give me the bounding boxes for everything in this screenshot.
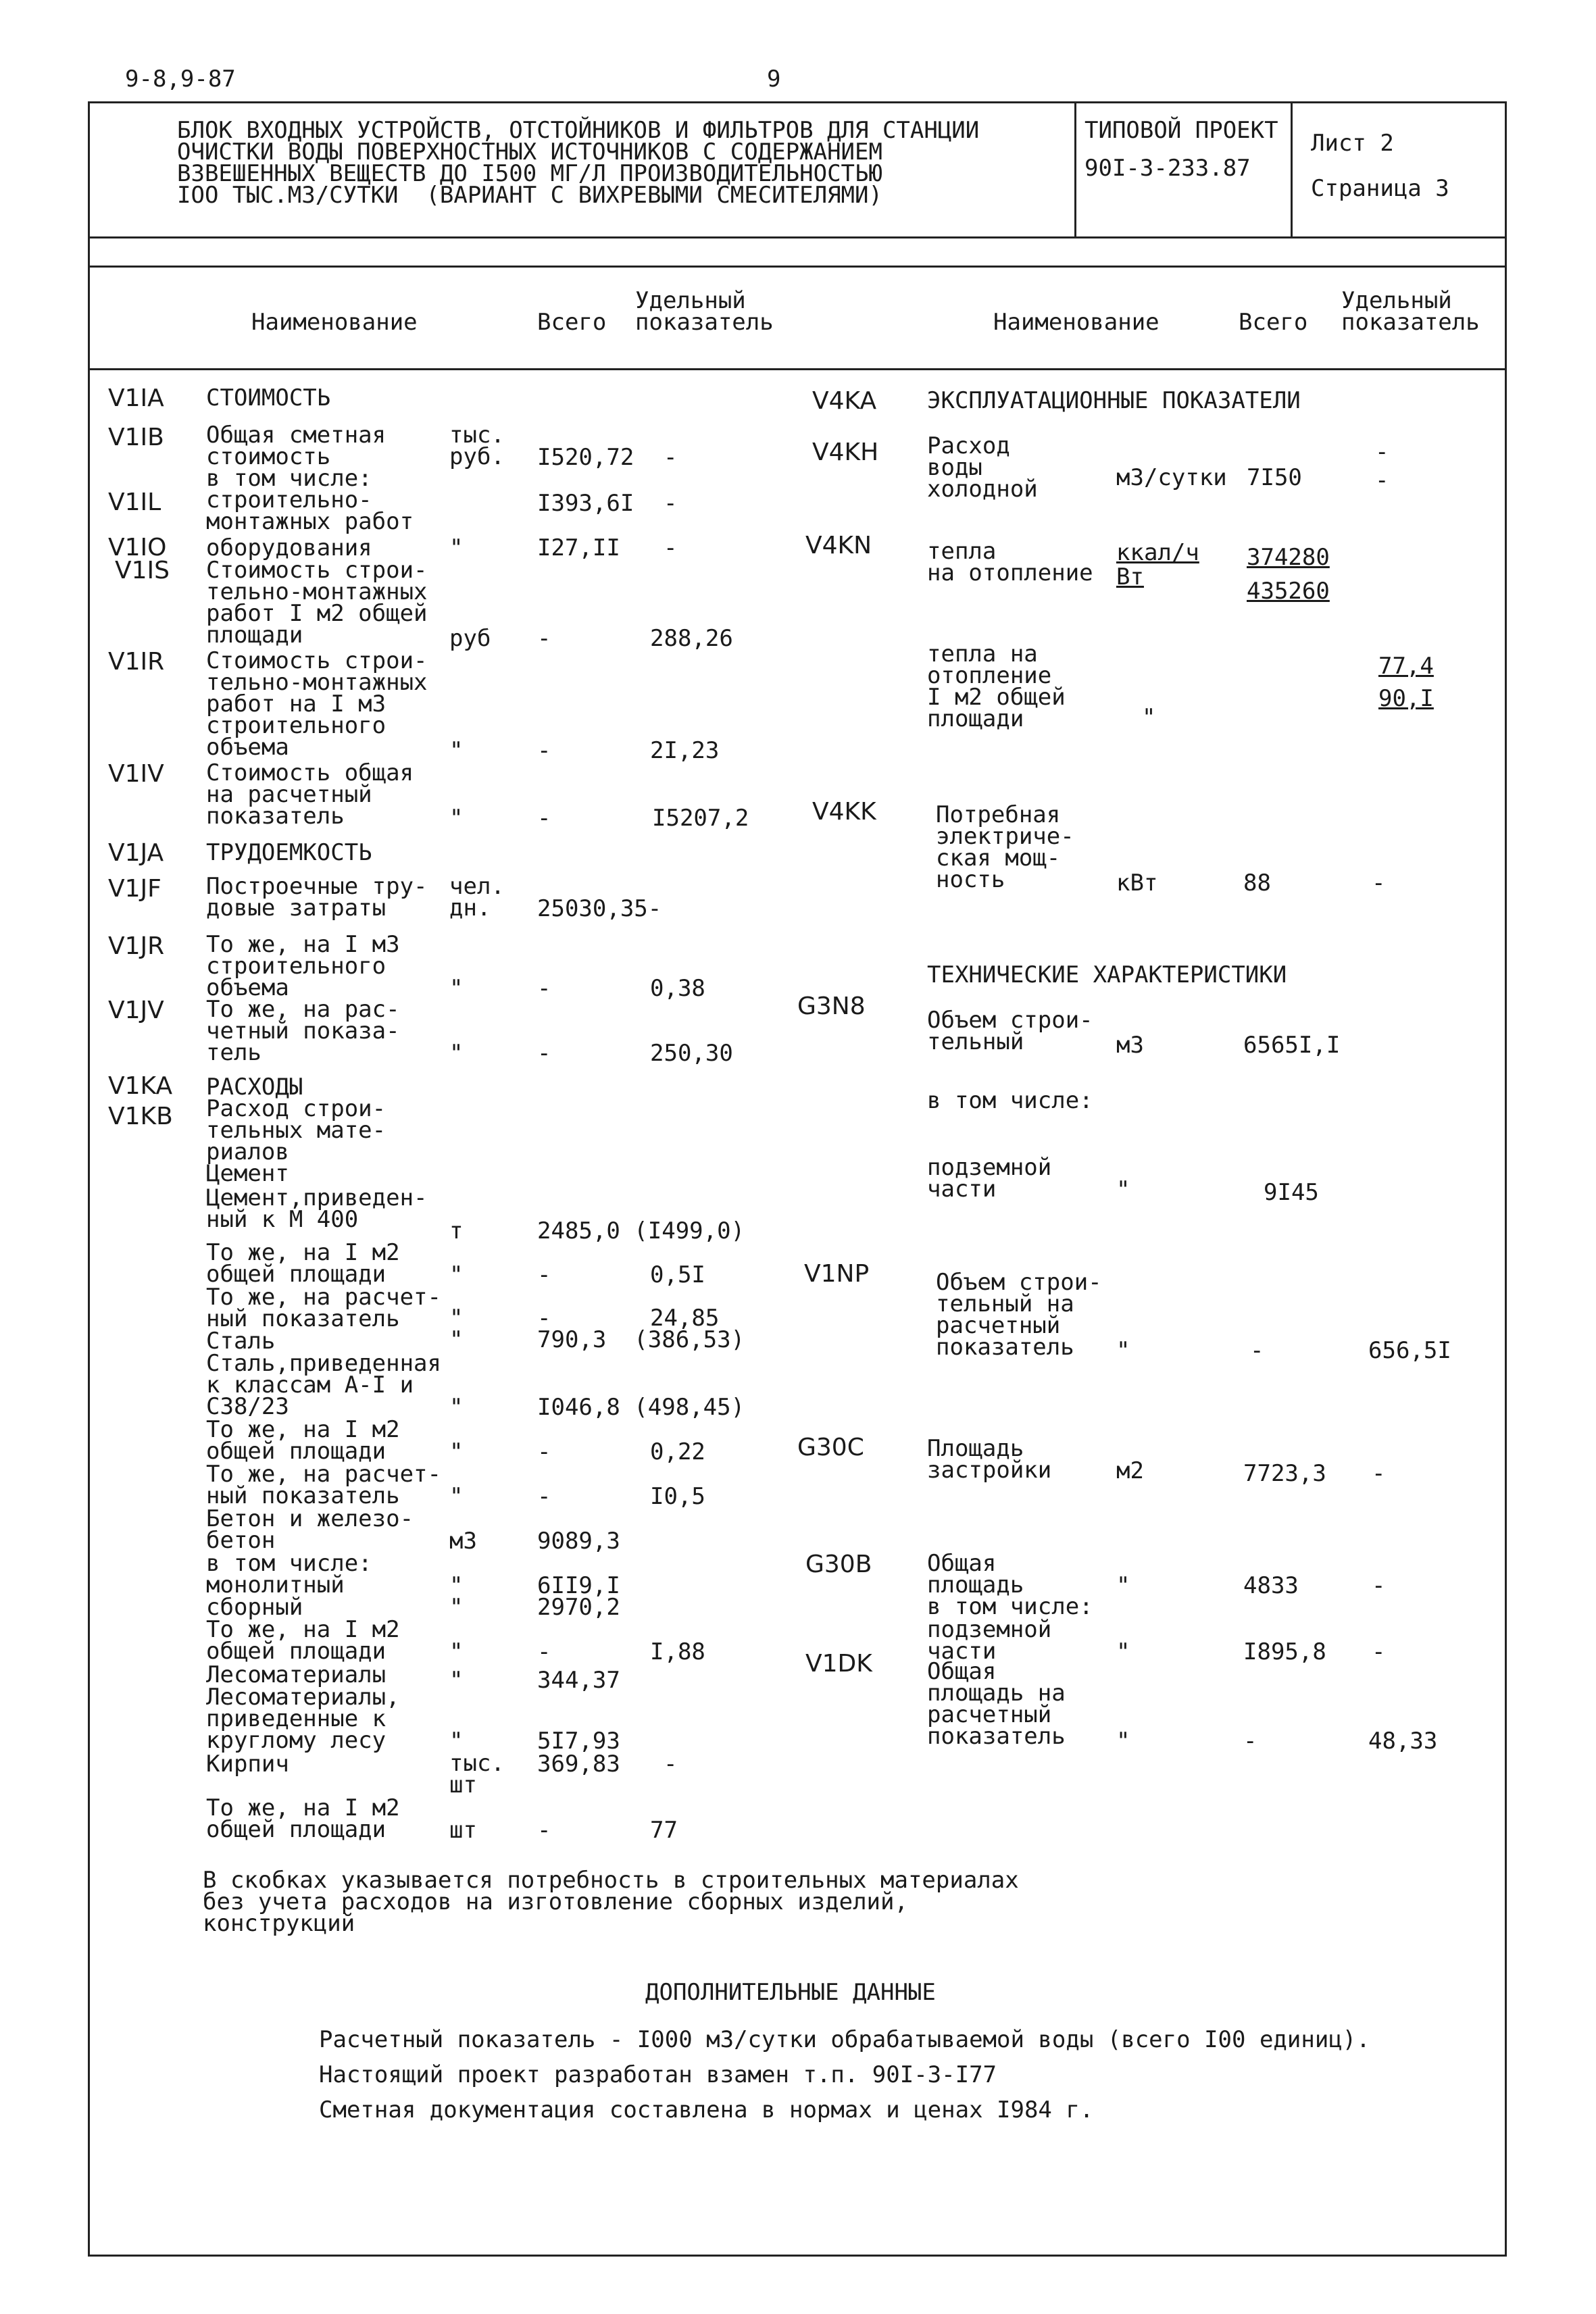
section-heading: ТЕХНИЧЕСКИЕ ХАРАКТЕРИСТИКИ <box>927 961 1287 988</box>
row-specific: - <box>664 534 678 561</box>
code-label: V4KH <box>812 438 879 466</box>
row-unit: руб <box>449 625 491 652</box>
row-name: Кирпич <box>206 1751 289 1778</box>
title-line-2: ОЧИСТКИ ВОДЫ ПОВЕРХНОСТНЫХ ИСТОЧНИКОВ С СОДЕРЖАНИЕМ <box>177 139 882 166</box>
section-heading: ЭКСПЛУАТАЦИОННЫЕ ПОКАЗАТЕЛИ <box>927 387 1301 414</box>
row-total: - <box>537 737 551 764</box>
title-line-1: БЛОК ВХОДНЫХ УСТРОЙСТВ, ОТСТОЙНИКОВ И ФИЛЬТРОВ ДЛЯ СТАНЦИИ <box>177 117 980 144</box>
row-name: Стоимость общая на расчетный показатель <box>206 759 414 830</box>
row-total: I27,II <box>537 534 620 561</box>
project-label: ТИПОВОЙ ПРОЕКТ <box>1084 117 1278 144</box>
row-specific: - <box>1372 870 1386 897</box>
code-label: G3N8 <box>797 992 866 1020</box>
row-specific: I0,5 <box>650 1483 705 1510</box>
row-unit: " <box>449 1638 464 1665</box>
code-label: V1IO <box>108 534 167 561</box>
row-unit: чел. дн. <box>449 873 505 922</box>
row-specific: 656,5I <box>1368 1337 1451 1364</box>
page-label: Страница 3 <box>1311 175 1449 202</box>
row-specific: 2I,23 <box>650 737 720 764</box>
row-specific: - <box>664 490 678 517</box>
row-specific: 0,5I <box>650 1261 705 1288</box>
header-left-name: Наименование <box>251 309 418 336</box>
code-label: V1JV <box>108 997 164 1024</box>
row-total: 7723,3 <box>1243 1460 1326 1487</box>
header-right-specific-2: показатель <box>1341 309 1480 336</box>
row-total: - <box>537 625 551 652</box>
footnote-line: без учета расходов на изготовление сборных изделий, <box>203 1888 908 1915</box>
row-name: Лесоматериалы <box>206 1661 386 1688</box>
row-unit: м3/сутки <box>1116 464 1227 491</box>
row-unit: кВт <box>1116 870 1158 897</box>
code-label: V1IV <box>108 760 164 788</box>
row-total: - <box>537 1483 551 1510</box>
footnote-line: В скобках указывается потребность в строительных материалах <box>203 1867 1019 1894</box>
row-total: 4833 <box>1243 1572 1299 1599</box>
row-unit: " <box>1116 1638 1130 1665</box>
code-label: V4KN <box>805 532 872 559</box>
row-total: I520,72 <box>537 444 634 471</box>
row-unit: м3 <box>449 1528 477 1555</box>
row-specific: - <box>664 1751 678 1778</box>
row-specific: - - <box>1375 438 1389 494</box>
row-name: строительно- монтажных работ <box>206 486 414 535</box>
row-name: в том числе: монолитный <box>206 1550 372 1599</box>
row-name: Лесоматериалы, приведенные к круглому лесу <box>206 1684 400 1754</box>
row-specific: 24,85 <box>650 1305 720 1332</box>
row-name: Бетон и железо- бетон <box>206 1505 414 1554</box>
row-specific: 0,38 <box>650 975 705 1002</box>
row-name: То же, на I м2 общей площади <box>206 1616 400 1665</box>
row-unit: " <box>449 534 464 561</box>
row-unit: " <box>1116 1728 1130 1755</box>
row-unit: ккал/ч Вт <box>1116 539 1199 590</box>
row-unit: " <box>449 1040 464 1067</box>
row-specific: 77 <box>650 1817 678 1844</box>
row-unit: тыс. руб. <box>449 422 505 470</box>
row-name: Общая сметная стоимость в том числе: <box>206 422 386 492</box>
row-name: То же, на расчет- ный показатель <box>206 1461 441 1509</box>
code-label: V1NP <box>804 1260 870 1288</box>
row-total: I393,6I <box>537 490 634 517</box>
row-name: Стоимость строи- тельно-монтажных работ на I м3 строительного объема <box>206 647 428 761</box>
header-right-specific-1: Удельный <box>1341 287 1452 314</box>
row-unit: " <box>449 737 464 764</box>
row-name: То же, на I м2 общей площади <box>206 1239 400 1288</box>
row-name: То же, на I м2 общей площади <box>206 1794 400 1843</box>
row-name: То же, на I м2 общей площади <box>206 1416 400 1465</box>
row-specific: - <box>1372 1572 1386 1599</box>
row-unit: " <box>1142 704 1156 731</box>
row-name: Площадь застройки <box>927 1435 1052 1484</box>
row-total: - <box>537 1305 551 1332</box>
row-specific: - <box>1372 1460 1386 1487</box>
row-total: 25030,35- <box>537 895 662 922</box>
row-total: 369,83 <box>537 1751 620 1778</box>
header-left-specific-1: Удельный <box>635 287 746 314</box>
code-label: G30C <box>797 1434 864 1461</box>
row-specific: - <box>664 444 678 471</box>
row-unit: " <box>449 1261 464 1288</box>
sheet-label: Лист 2 <box>1311 130 1394 157</box>
row-unit: " <box>449 1572 464 1599</box>
additional-heading: ДОПОЛНИТЕЛЬНЫЕ ДАННЫЕ <box>645 1979 936 2006</box>
row-unit: " <box>1116 1337 1130 1364</box>
additional-line: Сметная документация составлена в нормах и ценах I984 г. <box>319 2096 1094 2123</box>
code-label: V1IL <box>108 488 161 516</box>
row-total: I046,8 (498,45) <box>537 1394 745 1421</box>
row-unit: " <box>449 1667 464 1694</box>
additional-line: Расчетный показатель - I000 м3/сутки обрабатываемой воды (всего I00 единиц). <box>319 2026 1370 2053</box>
row-name: Цемент,приведен- ный к М 400 <box>206 1184 428 1233</box>
row-total: 344,37 <box>537 1667 620 1694</box>
row-unit: " <box>449 1438 464 1465</box>
code-label: V1KA <box>108 1072 173 1100</box>
code-label: V1KB <box>108 1103 173 1130</box>
row-total: 7I50 <box>1247 464 1302 491</box>
row-unit: " <box>449 1394 464 1421</box>
code-label: V1IA <box>108 384 164 412</box>
row-name: тепла на отопление <box>927 538 1093 586</box>
row-total: 374280 435260 <box>1247 544 1330 605</box>
row-name: То же, на расчет- ный показатель <box>206 1284 441 1332</box>
title-line-4: IOO ТЫС.М3/СУТКИ (ВАРИАНТ С ВИХРЕВЫМИ СМЕСИТЕЛЯМИ) <box>177 182 882 209</box>
code-label: V4KA <box>812 387 877 415</box>
header-right-name: Наименование <box>993 309 1159 336</box>
row-unit: " <box>449 1305 464 1332</box>
row-unit: " <box>449 1483 464 1510</box>
page-number: 9 <box>767 66 781 93</box>
row-total: 2485,0 (I499,0) <box>537 1217 745 1244</box>
row-specific: I,88 <box>650 1638 705 1665</box>
row-unit: тыс. шт <box>449 1750 505 1799</box>
row-total: 9089,3 <box>537 1528 620 1555</box>
row-total: - <box>537 1261 551 1288</box>
code-label: V4KK <box>812 798 876 826</box>
row-unit: м3 <box>1116 1032 1144 1059</box>
row-total: - <box>537 975 551 1002</box>
row-specific: 0,22 <box>650 1438 705 1465</box>
section-heading: РАСХОДЫ <box>206 1074 303 1101</box>
row-unit: т <box>449 1217 464 1244</box>
code-label: V1JR <box>108 932 165 960</box>
row-total: - <box>537 1438 551 1465</box>
row-name: Расход воды холодной <box>927 432 1038 503</box>
code-label: V1JA <box>108 839 164 867</box>
row-name: подземной части <box>927 1154 1052 1203</box>
footnote-line: конструкций <box>203 1910 355 1937</box>
document-code: 9-8,9-87 <box>125 66 236 93</box>
row-name: Объем строи- тельный <box>927 1007 1093 1055</box>
row-specific: 77,4 90,I <box>1378 653 1434 712</box>
row-name: Общая площадь на расчетный показатель <box>927 1658 1066 1750</box>
row-unit: " <box>449 805 464 832</box>
row-name: тепла на отопление I м2 общей площади <box>927 640 1066 732</box>
row-specific: I5207,2 <box>652 805 749 832</box>
row-total: - <box>537 805 551 832</box>
code-label: V1JF <box>108 875 161 903</box>
row-specific: 288,26 <box>650 625 733 652</box>
row-unit: м2 <box>1116 1457 1144 1484</box>
row-name: в том числе: <box>927 1087 1093 1114</box>
row-name: подземной части <box>927 1616 1052 1665</box>
row-total: - <box>537 1817 551 1844</box>
row-name: Общая площадь в том числе: <box>927 1550 1093 1620</box>
additional-line: Настоящий проект разработан взамен т.п. 90I-3-I77 <box>319 2061 997 2088</box>
row-name: То же, на I м3 строительного объема <box>206 931 400 1001</box>
row-name: Расход строи- тельных мате- риалов Цемент <box>206 1095 386 1187</box>
row-total: 790,3 (386,53) <box>537 1326 745 1353</box>
row-specific: - <box>1372 1638 1386 1665</box>
row-name: Сталь,приведенная к классам А-I и С38/23 <box>206 1350 441 1420</box>
project-number: 90I-3-233.87 <box>1084 155 1251 182</box>
row-unit: " <box>449 1326 464 1353</box>
code-label: V1IS <box>115 557 170 584</box>
row-unit: " <box>449 1728 464 1755</box>
row-total: 5I7,93 <box>537 1728 620 1755</box>
row-total: - <box>537 1040 551 1067</box>
code-label: G30B <box>805 1551 872 1578</box>
row-unit: шт <box>449 1817 477 1844</box>
row-total: 6565I,I <box>1243 1032 1341 1059</box>
row-name: Потребная электриче- ская мощ- ность <box>936 801 1074 893</box>
row-name: То же, на рас- четный показа- тель <box>206 996 400 1066</box>
row-unit: " <box>449 1594 464 1621</box>
code-label: V1DK <box>805 1650 872 1678</box>
row-unit: " <box>1116 1176 1130 1203</box>
row-name: Построечные тру- довые затраты <box>206 873 428 922</box>
title-line-3: ВЗВЕШЕННЫХ ВЕЩЕСТВ ДО I500 МГ/Л ПРОИЗВОДИТЕЛЬНОСТЬЮ <box>177 160 882 187</box>
row-specific: 48,33 <box>1368 1728 1438 1755</box>
row-name: оборудования <box>206 534 372 561</box>
row-name: Объем строи- тельный на расчетный показатель <box>936 1269 1102 1361</box>
row-unit: " <box>1116 1572 1130 1599</box>
section-heading: ТРУДОЕМКОСТЬ <box>206 839 372 866</box>
row-total: 6II9,I <box>537 1572 620 1599</box>
section-heading: СТОИМОСТЬ <box>206 384 331 411</box>
row-name: Сталь <box>206 1328 276 1355</box>
header-right-total: Всего <box>1239 309 1308 336</box>
row-total: - <box>1243 1728 1257 1755</box>
row-total: 88 <box>1243 870 1271 897</box>
code-label: V1IB <box>108 424 164 451</box>
row-unit: " <box>449 975 464 1002</box>
row-total: - <box>537 1638 551 1665</box>
row-total: - <box>1250 1337 1264 1364</box>
row-specific: 250,30 <box>650 1040 733 1067</box>
row-name: Стоимость строи- тельно-монтажных работ I м2 общей площади <box>206 557 428 649</box>
row-total: 9I45 <box>1264 1179 1319 1206</box>
row-total: 2970,2 <box>537 1594 620 1621</box>
row-name: сборный <box>206 1594 303 1621</box>
code-label: V1IR <box>108 648 165 676</box>
header-left-specific-2: показатель <box>635 309 774 336</box>
header-left-total: Всего <box>537 309 607 336</box>
row-total: I895,8 <box>1243 1638 1326 1665</box>
